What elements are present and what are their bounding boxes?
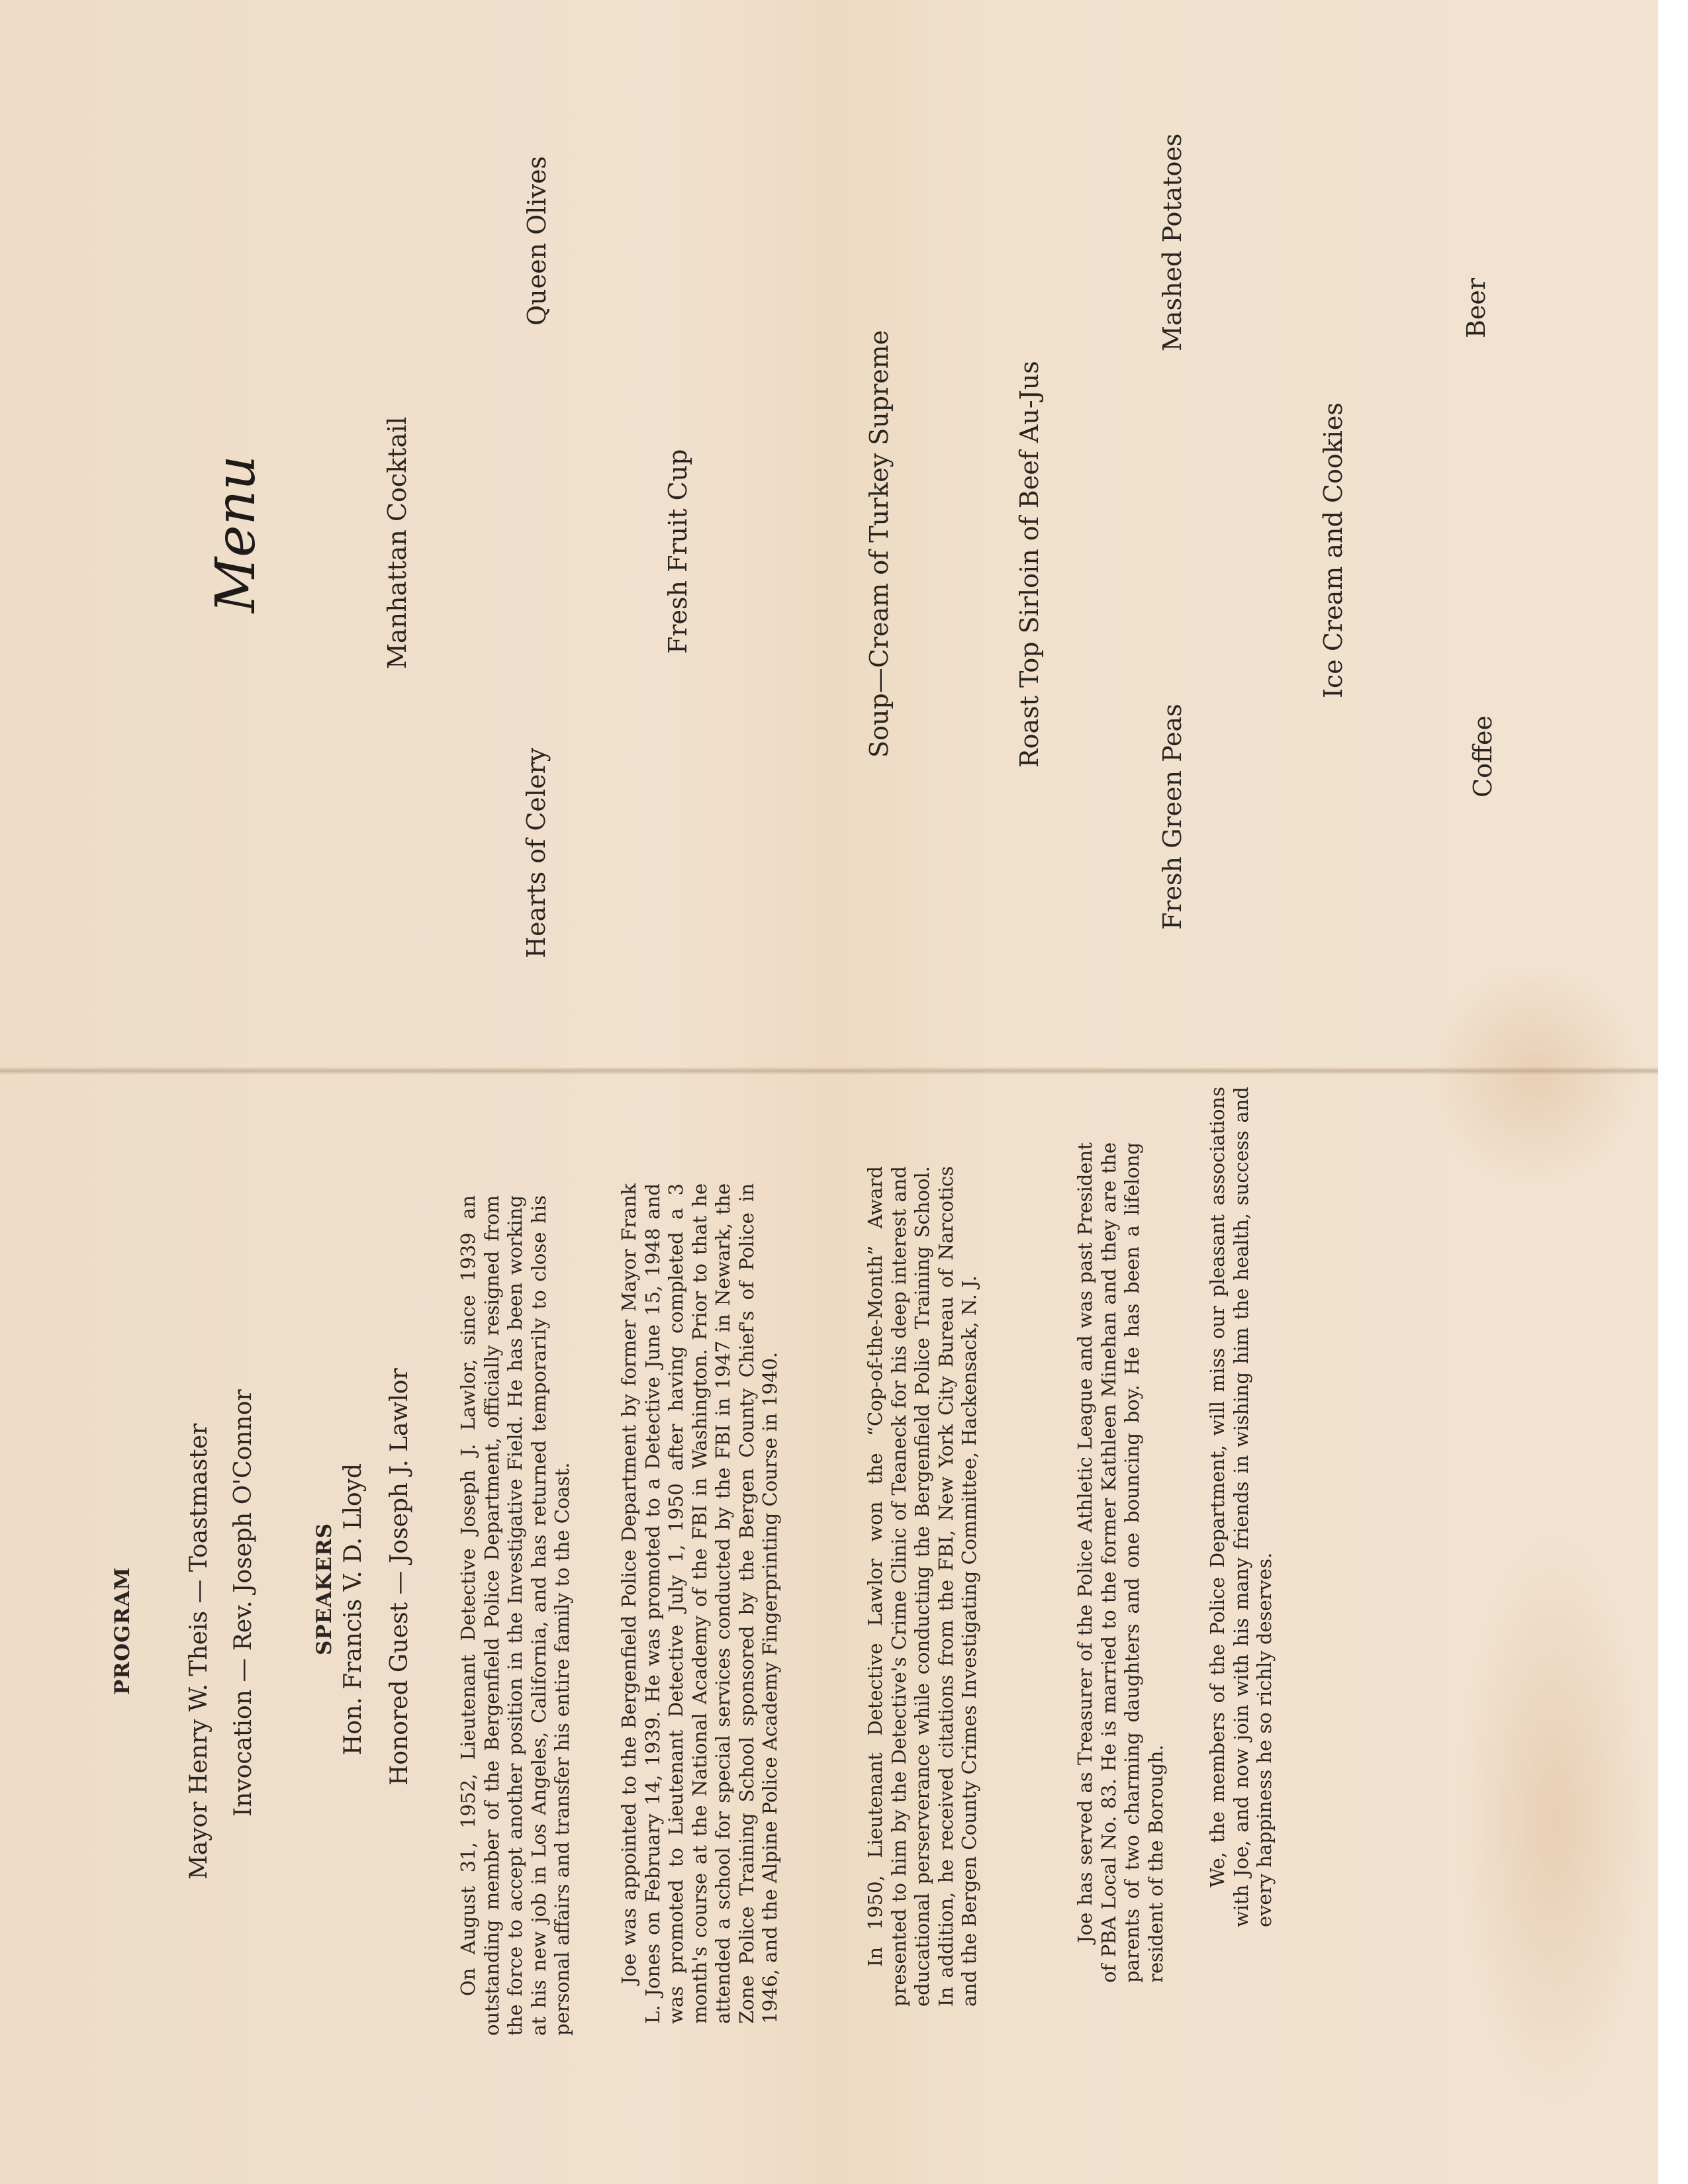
menu-title: Menu — [205, 455, 267, 613]
speakers-heading: SPEAKERS — [312, 1522, 336, 1655]
menu-item-green-peas: Fresh Green Peas — [1158, 704, 1187, 930]
menu-item-soup: Soup—Cream of Turkey Supreme — [865, 330, 894, 758]
bio-paragraph-4-text: Joe has served as Treasurer of the Police Athletic League and was past President of PBA Local No. 83. He is married to the former Kathleen Minehan and they are the parents of two charming daughters and one bouncing boy. He has been a lifelong resident of the Borough. — [1074, 1142, 1167, 1983]
bio-paragraph-3 — [864, 1166, 1069, 2007]
menu-item-hearts-of-celery: Hearts of Celery — [522, 747, 551, 958]
speaker-line: Hon. Francis V. D. Lloyd — [340, 1463, 367, 1755]
program-title: PROGRAM — [111, 1567, 134, 1695]
bio-paragraph-5 — [1206, 1087, 1352, 1927]
invocation-line: Invocation — Rev. Joseph O'Connor — [230, 1389, 257, 1817]
center-fold — [0, 1067, 1658, 1075]
menu-item-dessert: Ice Cream and Cookies — [1319, 402, 1348, 698]
menu-item-coffee: Coffee — [1468, 715, 1497, 797]
menu-item-beer: Beer — [1462, 277, 1491, 338]
paper-stain — [1456, 1522, 1655, 2118]
honored-guest-line: Honored Guest — Joseph J. Lawlor — [386, 1368, 413, 1786]
bio-paragraph-2 — [618, 1183, 882, 2024]
menu-item-manhattan-cocktail: Manhattan Cocktail — [383, 416, 412, 669]
menu-item-queen-olives: Queen Olives — [522, 156, 551, 326]
menu-item-roast: Roast Top Sirloin of Beef Au-Jus — [1015, 361, 1044, 768]
bio-paragraph-4 — [1074, 1142, 1219, 1983]
bio-paragraph-2-text: Joe was appointed to the Bergenfield Police Department by former Mayor Frank L. Jones on February 14, 1939. He was promoted to a Detective June 15, 1948 and was promoted to Lieutenant Detective July 1, 1950 after having completed a 3 month's course at the National Academy of the FBI in Washington. Prior to that he attended a school for special services conducted by the FBI in 1947 in Newark, the Zone Police Training School sponsored by the Bergen County Chief's of Police in 1946, and the Alpine Police Academy Fingerprinting Course in 1940. — [618, 1183, 781, 2024]
menu-item-mashed-potatoes: Mashed Potatoes — [1158, 133, 1187, 351]
bio-paragraph-5-text: We, the members of the Police Department, will miss our pleasant associations with Joe, and now join with his many friends in wishing him the health, success and every happiness he so richly deserves. — [1206, 1087, 1276, 1927]
paper-stain — [1423, 960, 1648, 1191]
menu-item-fruit-cup: Fresh Fruit Cup — [663, 449, 692, 654]
toastmaster-line: Mayor Henry W. Theis — Toastmaster — [185, 1423, 212, 1880]
bio-paragraph-3-text: In 1950, Lieutenant Detective Lawlor won the “Cop-of-the-Month” Award presented to him by the Detective's Crime Clinic of Teaneck for his deep interest and educational perserverance while conducting the Bergenfield Police Training School. In addition, he received citations from the FBI, New York City Bureau of Narcotics and the Bergen County Crimes Investigating Committee, Hackensack, N. J. — [864, 1166, 980, 2007]
bio-paragraph-1-text: On August 31, 1952, Lieutenant Detective Joseph J. Lawlor, since 1939 an outstanding member of the Bergenfield Police Department, officially resigned from the force to accept another position in the Investigative Field. He has been working at his new job in Los Angeles, California, and has returned temporarily to close his personal affairs and transfer his entire family to the Coast. — [457, 1195, 573, 2036]
